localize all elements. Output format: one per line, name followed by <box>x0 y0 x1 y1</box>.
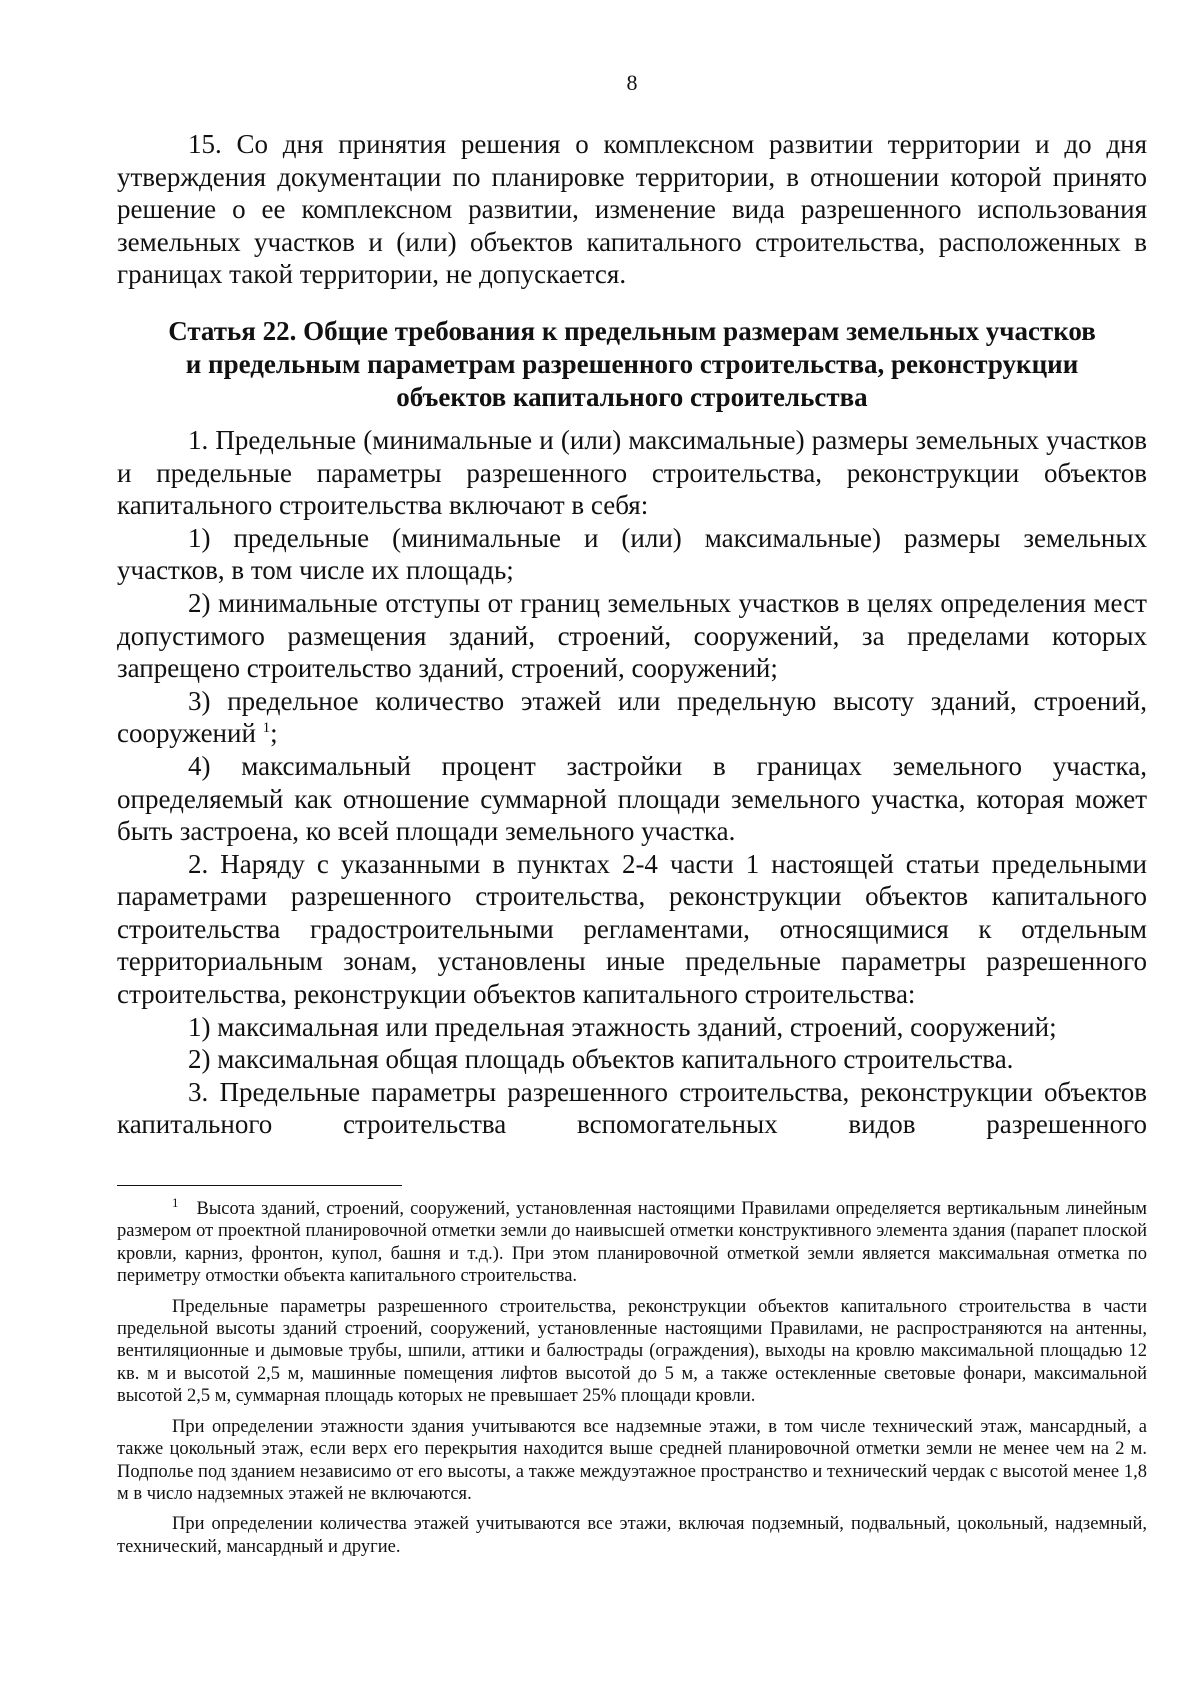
article-part-1: 1. Предельные (минимальные и (или) максимальные) размеры земельных участков и предельные параметры разрешенного строительства, реконструкции объектов капитального строительства включают в себя: <box>117 424 1147 521</box>
article-part-2-item-2: 2) максимальная общая площадь объектов капитального строительства. <box>188 1044 1014 1075</box>
article-part-1-item-3-suffix: ; <box>270 718 278 749</box>
article-heading <box>117 315 1147 414</box>
article-part-2-item-1: 1) максимальная или предельная этажность зданий, строений, сооружений; <box>188 1011 1057 1042</box>
footnote-separator <box>117 1185 402 1186</box>
document-page <box>117 70 1147 1558</box>
footnote-paragraph-4: При определении количества этажей учитываются все этажи, включая подземный, подвальный, цокольный, надземный, технический, мансардный и другие. <box>117 1514 1147 1557</box>
footnotes <box>117 1194 1147 1558</box>
footnote-mark: 1 <box>172 1194 179 1210</box>
article-part-1-item-3 <box>117 685 1147 750</box>
article-part-1-item-1: 1) предельные (минимальные и (или) максимальные) размеры земельных участков, в том числе их площадь; <box>117 522 1147 586</box>
footnote-paragraph-1-text: Высота зданий, строений, сооружений, установленная настоящими Правилами определяется вертикальным линейным размером от проектной планировочной отметки земли до наивысшей отметки конструктивного элемента здания (парапет плоской кровли, карниз, фронтон, купол, башня и т.д.). При этом планировочной отметкой земли является максимальная отметка по периметру отмостки объекта капитального строительства. <box>117 1199 1147 1287</box>
paragraph-15: 15. Со дня принятия решения о комплексном развитии территории и до дня утверждения документации по планировке территории, в отношении которой принято решение о ее комплексном развитии, изменение вида разрешенного использования земельных участков и (или) объектов капитального строительства, расположенных в границах такой территории, не допускается. <box>117 129 1147 290</box>
article-part-3: 3. Предельные параметры разрешенного строительства, реконструкции объектов капитального строительства вспомогательных видов разрешенного <box>117 1076 1147 1140</box>
article-part-1-item-2: 2) минимальные отступы от границ земельных участков в целях определения мест допустимого размещения зданий, строений, сооружений, за пределами которых запрещено строительство зданий, строений, сооружений; <box>117 587 1147 684</box>
footnote-paragraph-1 <box>117 1194 1147 1288</box>
footnote-reference: 1 <box>262 720 271 737</box>
article-heading-line-1: Статья 22. Общие требования к предельным размерам земельных участков <box>168 315 1096 346</box>
footnote-paragraph-2: Предельные параметры разрешенного строительства, реконструкции объектов капитального строительства в части предельной высоты зданий строений, сооружений, установленные настоящими Правилами, не распространяются на антенны, вентиляционные и дымовые трубы, шпили, аттики и балюстрады (ограждения), выходы на кровлю максимальной площадью 12 кв. м и высотой 2,5 м, машинные помещения лифтов высотой до 5 м, а также остекленные световые фонари, максимальной высотой 2,5 м, суммарная площадь которых не превышает 25% площади кровли. <box>117 1296 1147 1407</box>
main-text <box>117 128 1147 1141</box>
article-part-1-item-3-text: 3) предельное количество этажей или предельную высоту зданий, строений, сооружений <box>117 685 1147 749</box>
article-heading-line-2: и предельным параметрам разрешенного строительства, реконструкции <box>185 348 1079 379</box>
article-part-1-item-4: 4) максимальный процент застройки в границах земельного участка, определяемый как отношение суммарной площади земельного участка, которая может быть застроена, ко всей площади земельного участка. <box>117 750 1147 847</box>
article-part-2: 2. Наряду с указанными в пунктах 2-4 части 1 настоящей статьи предельными параметрами разрешенного строительства, реконструкции объектов капитального строительства градостроительными регламентами, относящимися к отдельным территориальным зонам, установлены иные предельные параметры разрешенного строительства, реконструкции объектов капитального строительства: <box>117 848 1147 1010</box>
article-heading-line-3: объектов капитального строительства <box>396 381 868 412</box>
page-number: 8 <box>626 70 638 95</box>
footnote-paragraph-3: При определении этажности здания учитываются все надземные этажи, в том числе технический этаж, мансардный, а также цокольный этаж, если верх его перекрытия находится выше средней планировочной отметки земли не менее чем на 2 м. Подполье под зданием независимо от его высоты, а также междуэтажное пространство и технический чердак с высотой менее 1,8 м в число надземных этажей не включаются. <box>117 1416 1147 1504</box>
